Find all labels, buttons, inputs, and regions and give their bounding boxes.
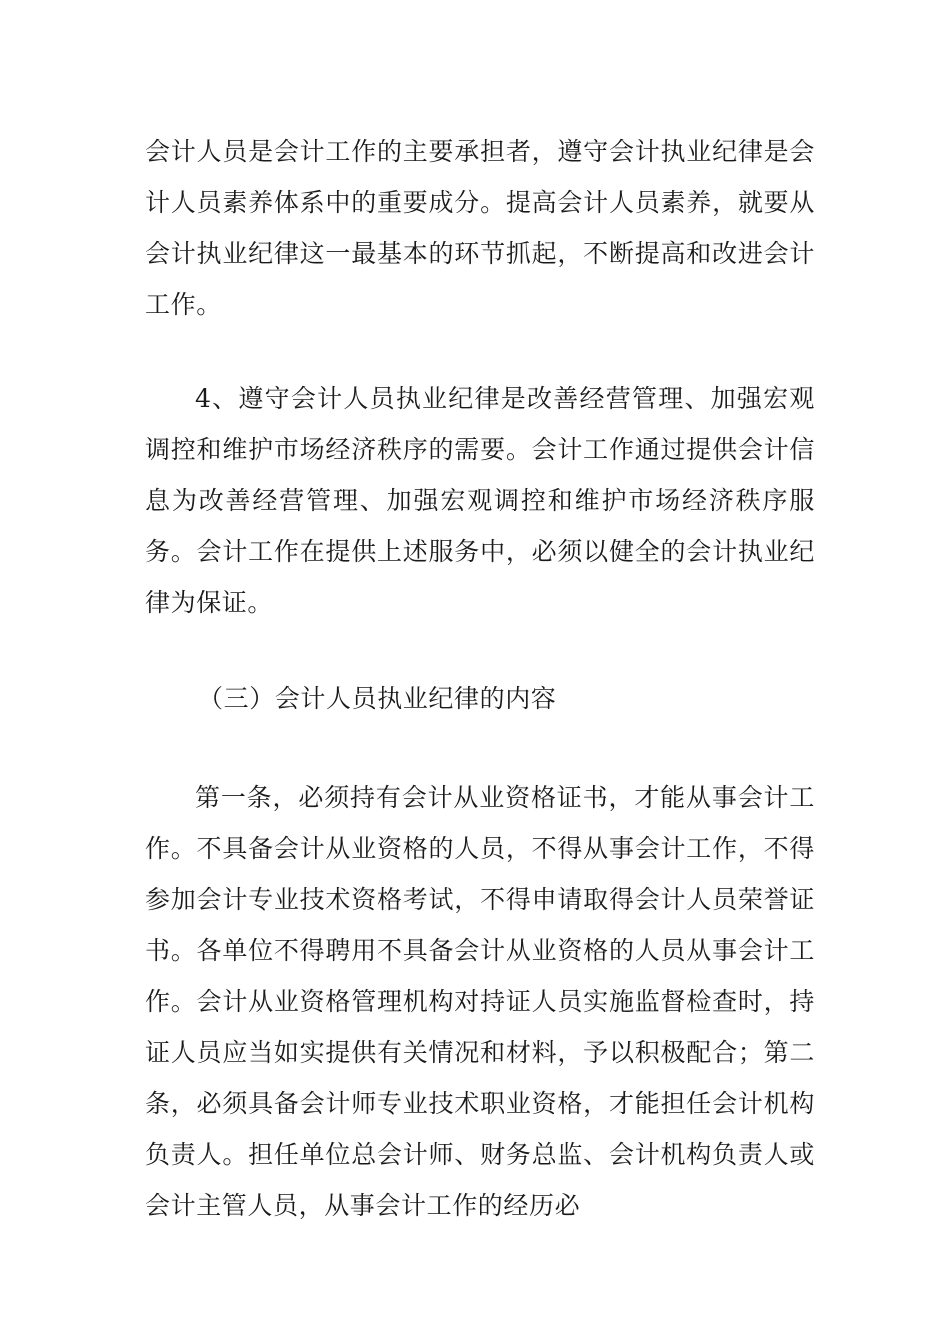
paragraph-point-4: 4、遵守会计人员执业纪律是改善经营管理、加强宏观调控和维护市场经济秩序的需要。会计工作通过提供会计信息为改善经营管理、加强宏观调控和维护市场经济秩序服务。会计工作在提供上述服务中，必须以健全的会计执业纪律为保证。 xyxy=(145,384,815,617)
paragraph-articles: 第一条，必须持有会计从业资格证书，才能从事会计工作。不具备会计从业资格的人员，不得从事会计工作，不得参加会计专业技术资格考试，不得申请取得会计人员荣誉证书。各单位不得聘用不具备会计从业资格的人员从事会计工作。会计从业资格管理机构对持证人员实施监督检查时，持证人员应当如实提供有关情况和材料，予以积极配合；第二条，必须具备会计师专业技术职业资格，才能担任会计机构负责人。担任单位总会计师、财务总监、会计机构负责人或会计主管人员，从事会计工作的经历必 xyxy=(145,783,815,1220)
paragraph-accountant-role: 会计人员是会计工作的主要承担者，遵守会计执业纪律是会计人员素养体系中的重要成分。提高会计人员素养，就要从会计执业纪律这一最基本的环节抓起，不断提高和改进会计工作。 xyxy=(145,137,815,319)
section-heading: （三）会计人员执业纪律的内容 xyxy=(198,684,557,713)
